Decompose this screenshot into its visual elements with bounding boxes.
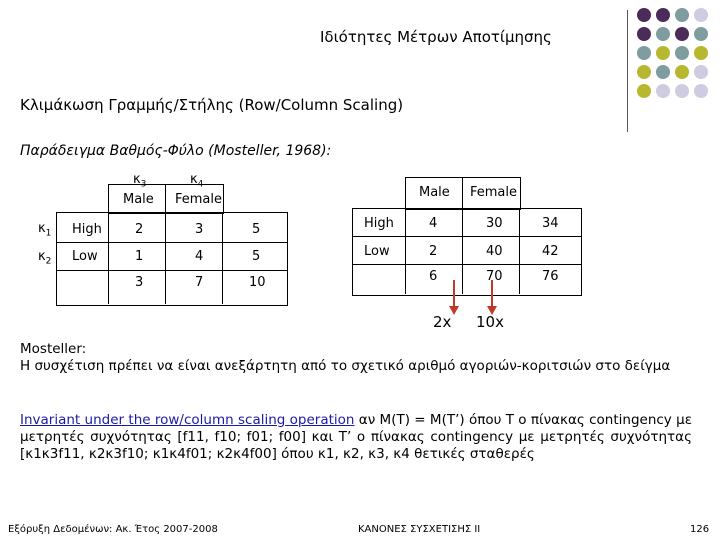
mosteller-note: [20, 341, 680, 375]
footer-page-number: 126: [690, 524, 710, 535]
right-row-low-label: Low: [364, 244, 390, 259]
right-high-total: 34: [542, 216, 559, 231]
mosteller-label: Mosteller:: [20, 341, 87, 357]
row-k1-label: $\kappa_1$: [38, 221, 52, 239]
left-low-female: 4: [195, 249, 204, 264]
right-total-male: 6: [429, 269, 438, 284]
example-heading: Παράδειγμα Βαθμός-Φύλο (Mosteller, 1968):: [20, 143, 332, 159]
right-total-total: 76: [542, 269, 559, 284]
left-total-total: 10: [249, 275, 266, 290]
right-high-male: 4: [429, 216, 438, 231]
invariant-emphasis: Invariant under the row/column scaling operation: [20, 412, 355, 428]
left-high-total: 5: [252, 222, 261, 237]
scaling-arrows-icon: [440, 280, 500, 316]
arrow-label-10x: 10x: [476, 313, 504, 331]
left-high-female: 3: [195, 222, 204, 237]
right-low-male: 2: [429, 244, 438, 259]
left-high-male: 2: [135, 222, 144, 237]
invariant-paragraph: [20, 412, 692, 463]
footer-course: Εξόρυξη Δεδομένων: Ακ. Έτος 2007-2008: [8, 524, 218, 535]
right-row-high-label: High: [364, 216, 394, 231]
mosteller-text: Η συσχέτιση πρέπει να είναι ανεξάρτητη από το σχετικό αριθμό αγοριών-κοριτσιών στο δείγμα: [20, 358, 671, 374]
slide-subtitle: Κλιμάκωση Γραμμής/Στήλης (Row/Column Scaling): [20, 96, 404, 114]
left-low-total: 5: [252, 249, 261, 264]
col-k4-label: $\kappa_4$: [190, 172, 204, 190]
footer-topic: ΚΑΝΟΝΕΣ ΣΥΣΧΕΤΙΣΗΣ ΙΙ: [358, 524, 481, 535]
col-k3-label: $\kappa_3$: [133, 172, 147, 190]
decorative-dot-grid: [637, 8, 717, 108]
right-high-female: 30: [486, 216, 503, 231]
left-row-low-label: Low: [72, 249, 98, 264]
right-col-male: Male: [419, 185, 450, 200]
left-col-female: Female: [175, 192, 223, 207]
right-low-female: 40: [486, 244, 503, 259]
left-row-high-label: High: [72, 222, 102, 237]
right-total-female: 70: [486, 269, 503, 284]
right-col-female: Female: [470, 185, 518, 200]
left-total-male: 3: [135, 275, 144, 290]
decorative-vertical-line: [627, 10, 628, 132]
left-col-male: Male: [123, 192, 154, 207]
invariant-text: αν M(T) = M(T’) όπου T ο πίνακας contingency με μετρητές συχνότητας [f11, f10; f01; f00] και T’ ο πίνακας contingency με μετρητές συχνότητας [κ1κ3f11, κ2κ3f10; κ1κ4f01; κ2κ4f00] όπου κ1, κ2, κ3, κ4 θετικές σταθερές: [20, 412, 693, 462]
right-low-total: 42: [542, 244, 559, 259]
left-total-female: 7: [195, 275, 204, 290]
row-k2-label: $\kappa_2$: [38, 249, 52, 267]
left-low-male: 1: [135, 249, 144, 264]
arrow-label-2x: 2x: [433, 313, 452, 331]
slide-title: Ιδιότητες Μέτρων Αποτίμησης: [320, 28, 552, 46]
